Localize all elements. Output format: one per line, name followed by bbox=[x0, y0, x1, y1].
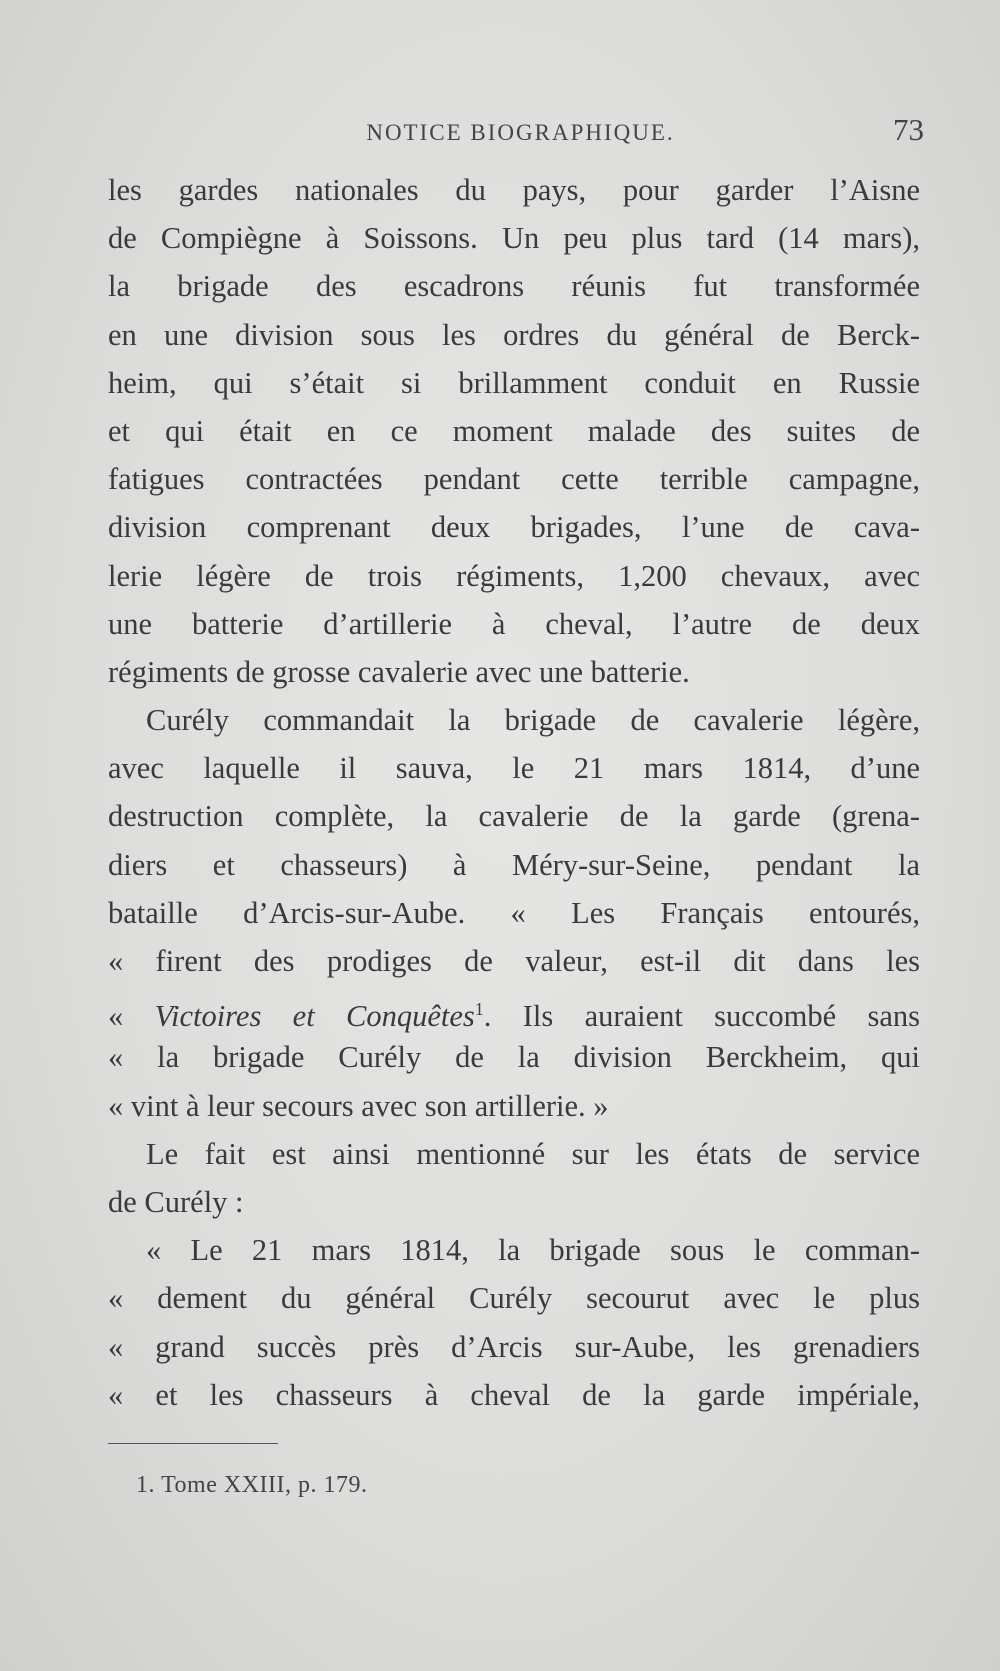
running-head bbox=[108, 112, 924, 148]
italic-title: Victoires et Conquêtes bbox=[154, 999, 475, 1034]
footnote-rule bbox=[108, 1443, 278, 1444]
text-line: division comprenant deux brigades, l’une de cava- bbox=[108, 510, 920, 545]
text-line: « vint à leur secours avec son artillerie. » bbox=[108, 1088, 609, 1123]
text-line: « et les chasseurs à cheval de la garde impériale, bbox=[108, 1377, 920, 1412]
page-number: 73 bbox=[893, 112, 924, 147]
text-line: une batterie d’artillerie à cheval, l’autre de deux bbox=[108, 606, 920, 641]
text-line-with-italic bbox=[108, 985, 920, 1033]
footnote: 1. Tome XXIII, p. 179. bbox=[136, 1472, 368, 1498]
text-line: bataille d’Arcis-sur-Aube. « Les Français entourés, bbox=[108, 895, 920, 930]
text-line: « Le 21 mars 1814, la brigade sous le comman- bbox=[146, 1233, 920, 1268]
body-text bbox=[108, 166, 920, 1419]
text-line: et qui était en ce moment malade des suites de bbox=[108, 413, 920, 448]
text-line: Le fait est ainsi mentionné sur les états de service bbox=[146, 1136, 920, 1171]
text-line: lerie légère de trois régiments, 1,200 chevaux, avec bbox=[108, 558, 920, 593]
text-line: destruction complète, la cavalerie de la garde (grena- bbox=[108, 799, 920, 834]
text-line: avec laquelle il sauva, le 21 mars 1814, d’une bbox=[108, 751, 920, 786]
text-line: fatigues contractées pendant cette terrible campagne, bbox=[108, 462, 920, 497]
text-line: la brigade des escadrons réunis fut transformée bbox=[108, 269, 920, 304]
quote-mark: « bbox=[108, 999, 155, 1034]
text-line: « firent des prodiges de valeur, est-il dit dans les bbox=[108, 944, 920, 978]
text-line: « grand succès près d’Arcis sur-Aube, les grenadiers bbox=[108, 1329, 920, 1364]
text-line: Curély commandait la brigade de cavalerie légère, bbox=[146, 703, 920, 738]
text-line: « dement du général Curély secourut avec le plus bbox=[108, 1281, 920, 1316]
text-line: les gardes nationales du pays, pour garder l’Aisne bbox=[108, 173, 920, 207]
running-title: NOTICE BIOGRAPHIQUE. bbox=[366, 120, 675, 145]
text-fragment: . Ils auraient succombé sans bbox=[483, 999, 921, 1034]
text-line: « la brigade Curély de la division Berckheim, qui bbox=[108, 1040, 920, 1075]
text-line: de Compiègne à Soissons. Un peu plus tard (14 mars), bbox=[108, 221, 920, 256]
text-line: régiments de grosse cavalerie avec une batterie. bbox=[108, 654, 690, 689]
text-line: de Curély : bbox=[108, 1184, 244, 1219]
footnote-marker: 1 bbox=[474, 999, 484, 1020]
text-line: en une division sous les ordres du général de Berck- bbox=[108, 317, 920, 352]
text-line: diers et chasseurs) à Méry-sur-Seine, pendant la bbox=[108, 847, 920, 882]
text-line: heim, qui s’était si brillamment conduit en Russie bbox=[108, 365, 920, 400]
